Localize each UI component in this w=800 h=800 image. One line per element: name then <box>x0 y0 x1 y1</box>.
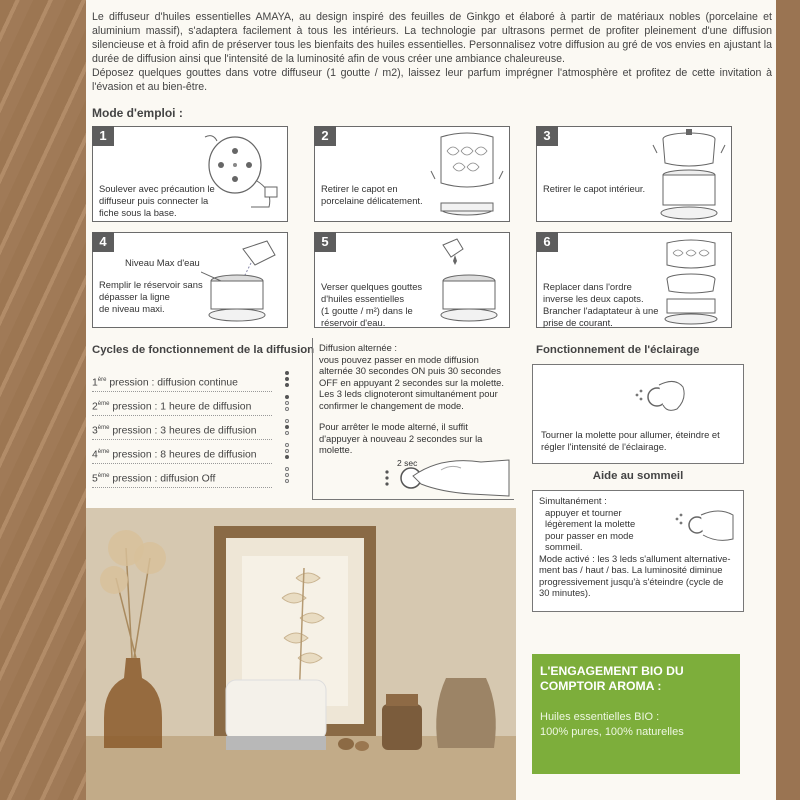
led-off-icon <box>285 407 289 411</box>
sleep-line: Simultanément : <box>539 495 607 506</box>
cycle-text: pression : diffusion continue <box>106 377 238 389</box>
step-line: diffuseur puis connecter la <box>99 195 209 206</box>
led-off-icon <box>285 401 289 405</box>
sleep-line: légèrement la molette <box>545 518 636 529</box>
cycle-ordinal: 3 <box>92 425 98 437</box>
cycle-text: pression : 3 heures de diffusion <box>109 425 257 437</box>
step-line: dépasser la ligne <box>99 291 170 302</box>
cycle-row <box>92 392 272 416</box>
diffuser-scene-illustration <box>86 508 516 800</box>
led-off-icon <box>285 449 289 453</box>
max-water-label: Niveau Max d'eau <box>125 257 200 268</box>
alt-line: Les 3 leds clignoteront simultanément pour <box>319 388 498 399</box>
two-seconds-label: 2 sec <box>397 458 418 468</box>
cycle-row <box>92 368 272 392</box>
alt-line: alternée 30 secondes ON puis 30 secondes <box>319 365 501 376</box>
sleep-line: sommeil. <box>545 541 583 552</box>
led-indicators <box>282 371 292 387</box>
cycle-ordinal: 1 <box>92 377 98 389</box>
knob-turn-icon <box>629 373 689 423</box>
intro-text <box>92 10 772 94</box>
led-on-icon <box>285 371 289 375</box>
alt-line: confirmer le changement de mode. <box>319 399 464 411</box>
reassemble-covers-icon <box>651 235 731 327</box>
leaflet-sheet <box>86 0 776 800</box>
cycle-text: pression : 8 heures de diffusion <box>109 449 257 461</box>
lighting-title: Fonctionnement de l'éclairage <box>536 344 700 356</box>
cycle-row <box>92 440 272 464</box>
led-off-icon <box>285 419 289 423</box>
step-4 <box>92 232 288 328</box>
step-line: Verser quelques gouttes <box>321 281 423 292</box>
step-number: 1 <box>92 126 114 146</box>
step-3 <box>536 126 732 222</box>
cycle-ordinal: 4 <box>92 449 98 461</box>
step-line: Retirer le capot intérieur. <box>543 183 646 194</box>
background-left-texture <box>0 0 86 800</box>
step-line: fiche sous la base. <box>99 207 177 218</box>
cycle-ordinal-suffix: ème <box>97 449 110 455</box>
cycle-ordinal-suffix: ère <box>97 377 107 383</box>
step-6 <box>536 232 732 328</box>
led-indicators <box>282 443 292 459</box>
step-number: 2 <box>314 126 336 146</box>
step-line: porcelaine délicatement. <box>321 195 423 206</box>
intro-paragraph-1: Le diffuseur d'huiles essentielles AMAYA, au design inspiré des feuilles de Ginkgo et élaboré à partir de matériaux nobles (porcelaine et aluminium massif), s'adaptera facilement à tous les intérieurs. La technologie par ultrasons permet de profiter pleinement d'une diffusion silencieuse et à froid afin de préserver tous les bienfaits des huiles essentielles. Personnalisez votre diffusion au gré de vos envies en ajustant la durée de diffusion ainsi que l'intensité de la luminosité afin de vous créer une ambiance chaleureuse. <box>92 11 772 65</box>
sleep-line: appuyer et tourner <box>545 506 622 518</box>
lighting-box <box>532 364 744 464</box>
intro-paragraph-2: Déposez quelques gouttes dans votre diffuseur (1 goutte / m2), laissez leur parfum imprégner l'atmosphère et profitez de cette invitation à l'évasion et au bien-être. <box>92 67 772 93</box>
cycle-ordinal: 5 <box>92 473 98 485</box>
led-on-icon <box>285 395 289 399</box>
step-number: 6 <box>536 232 558 252</box>
porcelain-cover-icon <box>427 129 507 221</box>
led-off-icon <box>285 473 289 477</box>
step-line: (1 goutte / m²) dans le <box>321 305 413 316</box>
step-2 <box>314 126 510 222</box>
cycles-title: Cycles de fonctionnement de la diffusion <box>92 344 315 356</box>
led-off-icon <box>285 431 289 435</box>
sleep-line: 30 minutes). <box>539 587 591 598</box>
step-line: d'huiles essentielles <box>321 293 405 304</box>
step-line: inverse les deux capots. <box>543 293 644 304</box>
led-on-icon <box>285 455 289 459</box>
background-right-texture <box>776 0 800 800</box>
bio-line: Huiles essentielles BIO : <box>540 711 660 723</box>
cycle-row <box>92 464 272 488</box>
cycle-ordinal-suffix: ème <box>97 473 110 479</box>
knob-press-turn-icon <box>667 505 737 545</box>
cycle-text: pression : diffusion Off <box>109 473 216 485</box>
step-number: 5 <box>314 232 336 252</box>
alt-line: molette. <box>319 444 353 455</box>
led-indicators <box>282 467 292 483</box>
sleep-title: Aide au sommeil <box>592 470 684 482</box>
step-line: de niveau maxi. <box>99 303 165 314</box>
led-on-icon <box>285 383 289 387</box>
step-line: prise de courant. <box>543 317 613 328</box>
sleep-line: Mode activé : les 3 leds s'allument alternative- <box>539 552 731 564</box>
led-off-icon <box>285 467 289 471</box>
step-number: 4 <box>92 232 114 252</box>
finger-press-knob-icon <box>381 456 511 498</box>
alt-line: OFF en appuyant 2 secondes sur la molette. <box>319 376 504 388</box>
mode-emploi-title: Mode d'emploi : <box>92 106 183 120</box>
led-indicators <box>282 395 292 411</box>
led-off-icon <box>285 443 289 447</box>
inner-cover-icon <box>649 129 729 221</box>
step-1 <box>92 126 288 222</box>
cycle-ordinal-suffix: ème <box>97 425 110 431</box>
step-line: Remplir le réservoir sans <box>99 279 203 290</box>
step-5 <box>314 232 510 328</box>
sleep-line: pour passer en mode <box>545 529 634 541</box>
cycle-text: pression : 1 heure de diffusion <box>109 401 252 413</box>
cycle-ordinal: 2 <box>92 401 98 413</box>
fill-reservoir-icon <box>201 235 287 327</box>
step-number: 3 <box>536 126 558 146</box>
bio-engagement-box <box>532 654 740 774</box>
cycle-ordinal-suffix: ème <box>97 401 110 407</box>
step-line: Retirer le capot en <box>321 183 398 194</box>
step-line: réservoir d'eau. <box>321 317 386 328</box>
essential-oil-drops-icon <box>429 235 509 327</box>
led-on-icon <box>285 377 289 381</box>
lighting-line: Tourner la molette pour allumer, éteindre et <box>541 429 720 440</box>
alt-line: vous pouvez passer en mode diffusion <box>319 353 479 365</box>
bio-title: L'ENGAGEMENT BIO DU COMPTOIR AROMA : <box>540 664 684 693</box>
led-off-icon <box>285 479 289 483</box>
alt-line: Pour arrêter le mode alterné, il suffit <box>319 421 468 432</box>
cycle-row <box>92 416 272 440</box>
led-on-icon <box>285 425 289 429</box>
step-line: Replacer dans l'ordre <box>543 281 632 292</box>
led-indicators <box>282 419 292 435</box>
product-photo <box>86 508 516 800</box>
step-line: Soulever avec précaution le <box>99 183 215 194</box>
alt-line: d'appuyer à nouveau 2 secondes sur la <box>319 432 483 444</box>
sleep-line: progressivement jusqu'à s'éteindre (cycle de <box>539 575 724 587</box>
lighting-line: régler l'intensité de l'éclairage. <box>541 440 667 452</box>
alternate-diffusion-box <box>312 338 514 500</box>
sleep-box <box>532 490 744 612</box>
alt-line: Diffusion alternée : <box>319 342 397 353</box>
sleep-line: ment bas / haut / bas. La luminosité diminue <box>539 564 723 575</box>
bio-line: 100% pures, 100% naturelles <box>540 726 684 738</box>
step-line: Brancher l'adaptateur à une <box>543 305 659 316</box>
